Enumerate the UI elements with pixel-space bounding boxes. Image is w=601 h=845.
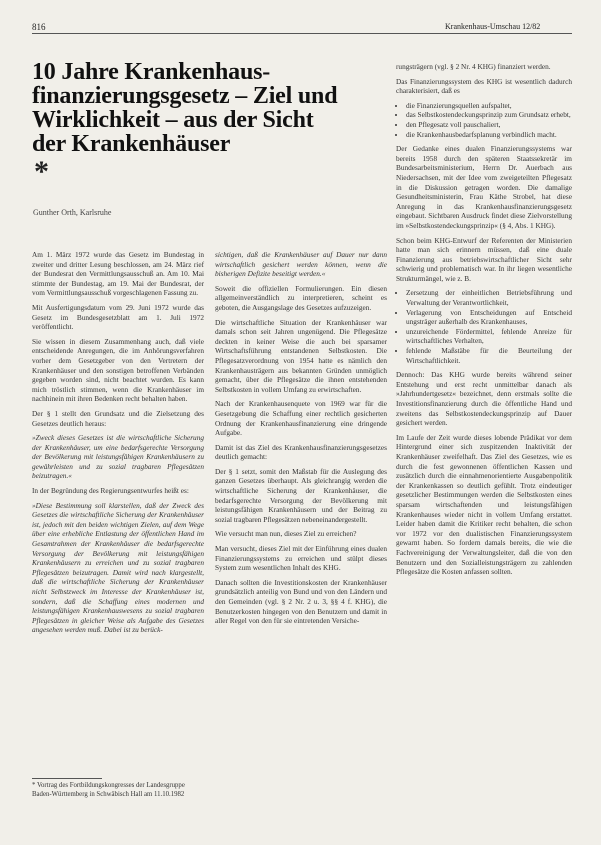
paragraph: Die wirtschaftliche Situation der Krankenhäuser war damals schon seit Jahren ungenügend. Die Pflegesätze deckten in keiner Weise die auch bei sparsamer Wirtschaftsführung entstandenen Selbstkosten. Die Pflegesatzverordnung von 1954 hatte es nämlich den Krankenhausträgern aus bekannten Gründen unmöglich gemacht, über die Pflegesätze die ihnen entstehenden Selbstkosten in vollem Umfang zu erwirtschaften.	[215, 317, 387, 394]
paragraph: Mit Ausfertigungsdatum vom 29. Juni 1972 wurde das Gesetz im Bundesgesetzblatt am 1. Juli 1972 veröffentlicht.	[32, 302, 204, 332]
header-rule	[32, 33, 572, 34]
author-line: Gunther Orth, Karlsruhe	[33, 208, 112, 217]
title-line: finanzierungsgesetz – Ziel und	[32, 83, 338, 109]
title-line: 10 Jahre Krankenhaus-	[32, 59, 271, 85]
quote-paragraph: »Zweck dieses Gesetzes ist die wirtschaftliche Sicherung der Krankenhäuser, um eine bedarfsgerechte Versorgung der Bevölkerung mit leistungsfähigen Krankenhäusern zu gewährleisten und zu sozial tragbaren Pflegesätzen beizutragen.«	[32, 433, 204, 481]
title-line: Wirklichkeit – aus der Sicht	[32, 107, 314, 133]
list-item: • Zersetzung der einheitlichen Betriebsführung und Verwaltung der Verantwortlichkeit,	[406, 288, 572, 307]
bullet-list	[396, 288, 572, 365]
journal-issue: Krankenhaus-Umschau 12/82	[445, 22, 541, 31]
paragraph: Schon beim KHG-Entwurf der Referenten der Ministerien hatte man sich erinnern müssen, daß eine duale Finanzierung aus betriebswirtschaftlicher Sicht sehr schwierig und problematisch war. In ihr liegen wesentliche Strukturmängel, wie z. B.	[396, 235, 572, 283]
paragraph: Der Gedanke eines dualen Finanzierungssystems war bereits 1958 durch den späteren Staatssekretär im Bundesarbeitsministerium, Herrn Dr. Auerbach aus Niedersachsen, mit der Idee vom zweigeteilten Pflegesatz in die Diskussion getragen worden. Die damalige Gesundheitsministerin, Frau Käthe Strobel, hat diese Anregung in das Krankenhausfinanzierungsgesetz eingebaut. Sichtbaren Ausdruck findet diese Zielvorstellung im »Selbstkostendeckungsprinzip« (§ 4, Abs. 1 KHG).	[396, 144, 572, 230]
quote-paragraph: sichtigen, daß die Krankenhäuser auf Dauer nur dann wirtschaftlich gesichert werden können, wenn die bisherigen Defizite beseitigt werden.«	[215, 250, 387, 279]
title-line: der Krankenhäuser	[32, 131, 231, 157]
text-column-2	[215, 250, 387, 631]
paragraph: Der § 1 stellt den Grundsatz und die Zielsetzung des Gesetzes deutlich heraus:	[32, 408, 204, 428]
paragraph: Dennoch: Das KHG wurde bereits während seiner Entstehung und erst recht unmittelbar danach als »Jahrhundertgesetz« bezeichnet, denn erstmals sollte die Investitionsfinanzierung durch die öffentliche Hand und zweitens das Selbstkostendeckungsprinzip auf Dauer gesichert werden.	[396, 370, 572, 428]
paragraph: Im Laufe der Zeit wurde dieses lobende Prädikat vor dem Hintergrund einer sich zuspitzenden Inaktivität der Krankenhäuser zweifelhaft. Das Ziel des Gesetzes, wie es durch die fest gewonnenen öffentlichen Kassen und zusätzlich durch die einnahmenorientierte Ausgabenpolitik der Krankenkassen so deutlich gefühlt. Trotz eindeutiger gesetzlicher Bestimmungen werden die Selbstkosten eines sparsam wirtschaftenden und leistungsfähigen Krankenhauses wieder nicht in vollem Umfang erstattet. Leider haben damit die Kritiker recht behalten, die schon vor 1972 vor den dualistischen Finanzierungssystem gewarnt haben. So fordern damals bereits, die wie die Fachvereinigung der Verwaltungsleiter, daß die von den Benutzern und den Sozialleistungsträgern zu zahlenden Pflegesätze die Kosten anfassen sollten.	[396, 432, 572, 577]
list-item: • den Pflegesatz voll pauschaliert,	[406, 120, 572, 130]
paragraph: Der § 1 setzt, somit den Maßstab für die Auslegung des ganzen Gesetzes überhaupt. Als gleichrangig werden die wirtschaftliche Sicherung der Krankenhäuser, die bedarfsgerechte Versorgung der Bevölkerung mit leistungsfähigen Krankenhäusern und der Beitrag zu sozial tragbaren Pflegesätzen nebeneinandergestellt.	[215, 466, 387, 524]
page-number: 816	[32, 22, 46, 32]
list-item: • fehlende Maßstäbe für die Beurteilung der Wirtschaftlichkeit.	[406, 346, 572, 365]
paragraph: Sie wissen in diesem Zusammenhang auch, daß viele entscheidende Anregungen, die im Anhörungsverfahren vorher dem Gesetzgeber von den Vertretern der Krankenhäuser und den sonstigen betroffenen Verbänden gegeben worden sind, nicht beachtet wurden. Es kann mich tröstlich stimmen, wenn die Krankenhäuser im nachhinein mit ihren Bedenken recht behalten haben.	[32, 336, 204, 404]
list-item: • Verlagerung von Entscheidungen auf Entscheid ungsträger außerhalb des Krankenhauses,	[406, 308, 572, 327]
paragraph: Wie versucht man nun, dieses Ziel zu erreichen?	[215, 529, 357, 539]
paragraph: Man versucht, dieses Ziel mit der Einführung eines dualen Finanzierungssystems zu erreichen und stülpt dieses System zum wesentlichen Inhalt des KHG.	[215, 544, 387, 573]
footnote-rule	[32, 778, 102, 779]
list-item: • die Finanzierungsquellen aufspaltet,	[406, 101, 572, 111]
paragraph: rungsträgern (vgl. § 2 Nr. 4 KHG) finanziert werden.	[396, 62, 551, 71]
list-item: • unzureichende Fördermittel, fehlende Anreize für wirtschaftliches Verhalten,	[406, 327, 572, 346]
text-column-1	[32, 250, 204, 640]
paragraph: Am 1. März 1972 wurde das Gesetz im Bundestag in zweiter und dritter Lesung beschlossen, am 24. März rief der Bundesrat den Vermittlungsausschuß an. Am 10. Mai stimmte der Bundestag, am 19. Mai der Bundesrat, der vom Vermittlungsausschuß vorgeschlagenen Fassung zu.	[32, 250, 204, 298]
footnote: * Vortrag des Fortbildungskongresses der Landesgruppe Baden-Württemberg in Schwäbisch Hall am 11.10.1982	[32, 782, 185, 798]
list-item: • die Krankenhausbedarfsplanung verbindlich macht.	[406, 130, 572, 140]
quote-paragraph: »Diese Bestimmung soll klarstellen, daß der Zweck des Gesetzes die wirtschaftliche Sicherung der Krankenhäuser ist, jedoch mit den beiden wichtigen Zielen, auf dem Wege über eine erhebliche Entlastung der öffentlichen Hand im Gesamtrahmen der Krankenhäuser die bedarfsgerechte Versorgung der Bevölkerung mit leistungsfähigen Krankenhäusern zu erreichen und zu sozial tragbaren Pflegesätzen beizutragen. Damit wird nach klargestellt, daß die wirtschaftliche Sicherung der Krankenhäuser nicht Selbstzweck im Interesse der Krankenhäuser ist, sondern, daß die Schaffung eines modernen und leistungsfähigen Krankenhauswesens zu sozial tragbaren Pflegesätzen in gleicher Weise als Aufgabe des Gesetzes angesehen werden muß. Dabei ist zu berück-	[32, 500, 204, 635]
paragraph: Danach sollten die Investitionskosten der Krankenhäuser grundsätzlich anteilig von Bund und von den Ländern und den Gemeinden (vgl. § 2 Nr. 2 u. 3, §§ 4 f. KHG), die Benutzerkosten hingegen von den Benutzern und damit in aller Regel von den für sie eintretenden Versiche-	[215, 577, 387, 626]
paragraph: In der Begründung des Regierungsentwurfes heißt es:	[32, 486, 189, 496]
footnote-marker: *	[34, 155, 49, 188]
list-item: • das Selbstkostendeckungsprinzip zum Grundsatz erhebt,	[406, 110, 572, 120]
paragraph: Damit ist das Ziel des Krankenhausfinanzierungsgesetzes deutlich gemacht:	[215, 442, 387, 462]
bullet-list	[396, 101, 572, 139]
paragraph: Soweit die offiziellen Formulierungen. Ein diesen allgemeinverständlich zu interpretieren, scheint es geboten, die Ausgangslage des Gesetzes aufzuzeigen.	[215, 283, 387, 312]
paragraph: Nach der Krankenhausenquete von 1969 war für die Gesetzgebung die Schaffung einer rechtlich gesicherten Ordnung der Krankenhausfinanzierung eine dringende Aufgabe.	[215, 399, 387, 438]
paragraph: Das Finanzierungssystem des KHG ist wesentlich dadurch charakterisiert, daß es	[396, 76, 572, 96]
text-column-3	[396, 62, 572, 582]
article-title	[32, 60, 392, 156]
